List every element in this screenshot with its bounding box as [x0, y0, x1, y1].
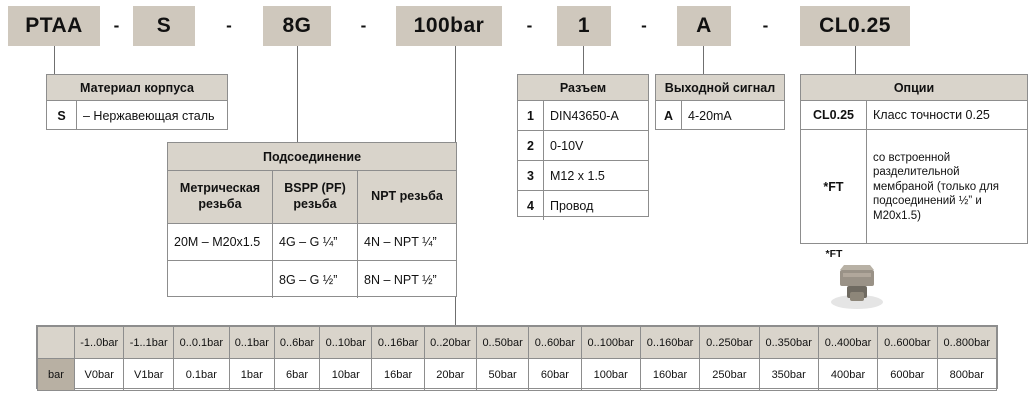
code-segment-series[interactable]: PTAA — [8, 6, 100, 46]
diaphragm-fitting-icon — [826, 262, 888, 310]
connection-title: Подсоединение — [168, 143, 456, 171]
connector-text-4: Провод — [550, 198, 594, 213]
housing-material-code: S — [47, 101, 77, 130]
pressure-range-table — [36, 325, 998, 389]
connector-code-4: 4 — [518, 191, 544, 220]
connection-r2c3: 8N – NPT ½” — [364, 272, 437, 287]
pressure-header-13: 0..350bar — [759, 327, 818, 359]
pressure-value-16: 800bar — [937, 359, 996, 391]
pressure-header-10: 0..100bar — [581, 327, 640, 359]
code-dash-5: - — [641, 16, 647, 35]
leader-line-connector-v — [583, 46, 584, 74]
output-signal-block — [655, 74, 785, 130]
connector-text-2: 0-10V — [550, 138, 584, 153]
pressure-row-label: bar — [38, 359, 75, 391]
pressure-value-5: 10bar — [320, 359, 372, 391]
connection-r1c2: 4G – G ¼” — [273, 224, 358, 260]
code-dash-6: - — [762, 16, 769, 35]
code-segment-connector[interactable]: 1 — [557, 6, 611, 46]
code-segment-connection[interactable]: 8G — [263, 6, 331, 46]
pressure-value-3: 1bar — [229, 359, 274, 391]
options-text-cl025: Класс точности 0.25 — [873, 108, 990, 122]
pressure-value-13: 350bar — [759, 359, 818, 391]
pressure-value-10: 100bar — [581, 359, 640, 391]
connector-code-2: 2 — [518, 131, 544, 160]
pressure-header-15: 0..600bar — [878, 327, 937, 359]
pressure-header-0: -1..0bar — [75, 327, 124, 359]
code-dash-4: - — [526, 16, 533, 35]
connection-col-npt: NPT резьба — [358, 171, 456, 223]
pressure-value-6: 16bar — [372, 359, 424, 391]
connection-block — [167, 142, 457, 297]
code-segment-range[interactable]: 100bar — [396, 6, 502, 46]
code-segment-material[interactable]: S — [133, 6, 195, 46]
pressure-value-11: 160bar — [640, 359, 699, 391]
pressure-value-2: 0.1bar — [173, 359, 229, 391]
pressure-value-8: 50bar — [476, 359, 528, 391]
pressure-value-9: 60bar — [529, 359, 581, 391]
options-code-ft: *FT — [801, 130, 867, 244]
connection-r2c1 — [168, 261, 273, 298]
leader-line-output-v — [703, 46, 704, 74]
pressure-range-header-row — [38, 327, 997, 359]
connection-r2c2: 8G – G ½” — [273, 261, 358, 298]
leader-line-connection-v — [297, 46, 298, 142]
pressure-header-3: 0..1bar — [229, 327, 274, 359]
options-block — [800, 74, 1028, 244]
options-text-ft: со встроенной разделительной мембраной (только для подсоединений ½” и M20x1.5) — [873, 152, 1000, 222]
pressure-value-15: 600bar — [878, 359, 937, 391]
code-segment-output[interactable]: A — [677, 6, 731, 46]
code-segment-options[interactable]: CL0.25 — [800, 6, 910, 46]
code-dash-1: - — [113, 16, 120, 35]
housing-material-block — [46, 74, 228, 130]
leader-line-material-v — [54, 46, 55, 74]
pressure-range-value-row — [38, 359, 997, 391]
pressure-header-7: 0..20bar — [424, 327, 476, 359]
pressure-header-11: 0..160bar — [640, 327, 699, 359]
connection-r1c3: 4N – NPT ¼” — [364, 235, 437, 249]
housing-material-title: Материал корпуса — [47, 75, 227, 101]
product-code-row — [0, 0, 1032, 54]
pressure-value-4: 6bar — [274, 359, 319, 391]
code-dash-3: - — [360, 16, 367, 35]
output-signal-text: 4-20mA — [688, 108, 732, 123]
pressure-header-14: 0..400bar — [818, 327, 877, 359]
pressure-header-5: 0..10bar — [320, 327, 372, 359]
pressure-value-12: 250bar — [700, 359, 759, 391]
options-footnote: *FT — [825, 248, 843, 260]
pressure-header-8: 0..50bar — [476, 327, 528, 359]
options-code-cl025: CL0.25 — [801, 101, 867, 129]
pressure-value-7: 20bar — [424, 359, 476, 391]
pressure-table-corner — [38, 327, 75, 359]
leader-line-options-v — [855, 46, 856, 74]
pressure-header-9: 0..60bar — [529, 327, 581, 359]
pressure-header-12: 0..250bar — [700, 327, 759, 359]
connector-code-1: 1 — [518, 101, 544, 130]
pressure-header-1: -1..1bar — [124, 327, 173, 359]
connector-code-3: 3 — [518, 161, 544, 190]
code-dash-2: - — [226, 16, 232, 35]
connection-col-metric: Метрическая резьба — [168, 171, 273, 223]
connector-block — [517, 74, 649, 217]
options-title: Опции — [801, 75, 1027, 101]
housing-material-text: – Нержавеющая сталь — [83, 108, 215, 123]
pressure-value-14: 400bar — [818, 359, 877, 391]
pressure-header-16: 0..800bar — [937, 327, 996, 359]
pressure-header-4: 0..6bar — [274, 327, 319, 359]
connector-text-1: DIN43650-A — [550, 108, 619, 123]
connection-col-bspp: BSPP (PF) резьба — [273, 171, 358, 223]
pressure-value-1: V1bar — [124, 359, 173, 391]
pressure-value-0: V0bar — [75, 359, 124, 391]
pressure-header-2: 0..0.1bar — [173, 327, 229, 359]
connector-text-3: M12 x 1.5 — [550, 168, 605, 183]
connector-title: Разъем — [518, 75, 648, 101]
connection-r1c1: 20M – M20x1.5 — [168, 224, 273, 260]
output-signal-title: Выходной сигнал — [656, 75, 784, 101]
output-signal-code: A — [656, 101, 682, 130]
pressure-header-6: 0..16bar — [372, 327, 424, 359]
